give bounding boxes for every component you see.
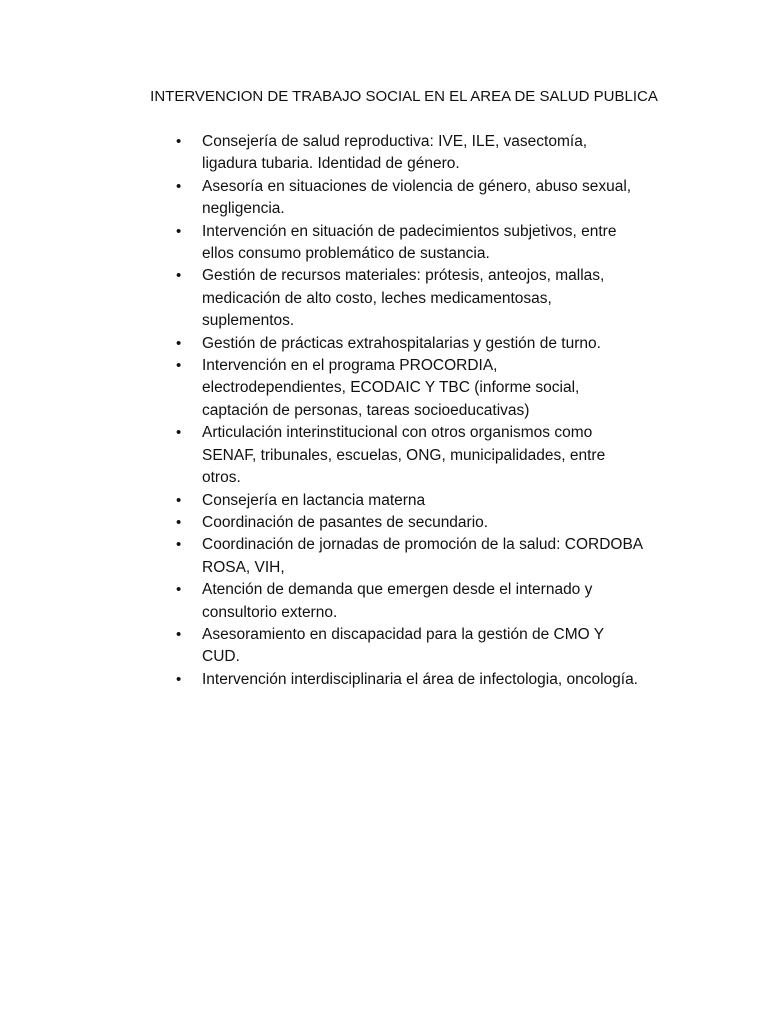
list-item-text: Intervención en situación de padecimientos subjetivos, entre ellos consumo problemático de sustancia. <box>202 222 617 263</box>
bullet-icon: • <box>176 424 182 442</box>
bullet-list <box>174 131 644 691</box>
list-item-text: Gestión de prácticas extrahospitalarias y gestión de turno. <box>202 334 601 352</box>
list-item-text: Asesoría en situaciones de violencia de género, abuso sexual, negligencia. <box>202 177 632 218</box>
list-item <box>174 422 644 489</box>
list-item-text: Atención de demanda que emergen desde el internado y consultorio externo. <box>202 581 593 621</box>
list-item-text: Intervención interdisciplinaria el área de infectologia, oncología. <box>202 670 638 688</box>
list-item <box>174 534 644 579</box>
list-item <box>174 333 644 355</box>
bullet-icon: • <box>176 177 182 195</box>
list-item <box>174 490 644 512</box>
bullet-icon: • <box>176 625 182 643</box>
list-item-text: Gestión de recursos materiales: prótesis, anteojos, mallas, medicación de alto costo, leches medicamentosas, suplementos. <box>202 267 605 330</box>
bullet-icon: • <box>176 357 182 375</box>
list-item-text: Asesoramiento en discapacidad para la gestión de CMO Y CUD. <box>202 625 604 666</box>
list-item <box>174 579 644 624</box>
bullet-icon: • <box>176 334 182 352</box>
bullet-icon: • <box>176 267 182 285</box>
bullet-icon: • <box>176 581 182 599</box>
list-item <box>174 512 644 534</box>
list-item <box>174 131 644 176</box>
list-item <box>174 176 644 221</box>
list-item-text: Coordinación de pasantes de secundario. <box>202 513 489 531</box>
bullet-icon: • <box>176 222 182 240</box>
list-item-text: Coordinación de jornadas de promoción de la salud: CORDOBA ROSA, VIH, <box>202 536 643 576</box>
list-item <box>174 669 644 691</box>
list-item-text: Articulación interinstitucional con otros organismos como SENAF, tribunales, escuelas, ONG, municipalidades, entre otros. <box>202 424 606 487</box>
bullet-icon: • <box>176 513 182 531</box>
list-item <box>174 265 644 332</box>
list-item <box>174 221 644 266</box>
list-item-text: Consejería de salud reproductiva: IVE, ILE, vasectomía, ligadura tubaria. Identidad de género. <box>202 133 588 173</box>
bullet-icon: • <box>176 491 182 509</box>
bullet-icon: • <box>176 133 182 150</box>
document-title: INTERVENCION DE TRABAJO SOCIAL EN EL AREA DE SALUD PUBLICA <box>150 88 658 105</box>
bullet-icon: • <box>176 536 182 554</box>
list-item <box>174 624 644 669</box>
list-item <box>174 355 644 422</box>
list-item-text: Intervención en el programa PROCORDIA, electrodependientes, ECODAIC Y TBC (informe social, captación de personas, tareas socioeducativas) <box>202 357 580 419</box>
list-item-text: Consejería en lactancia materna <box>202 491 426 509</box>
bullet-icon: • <box>176 670 182 688</box>
